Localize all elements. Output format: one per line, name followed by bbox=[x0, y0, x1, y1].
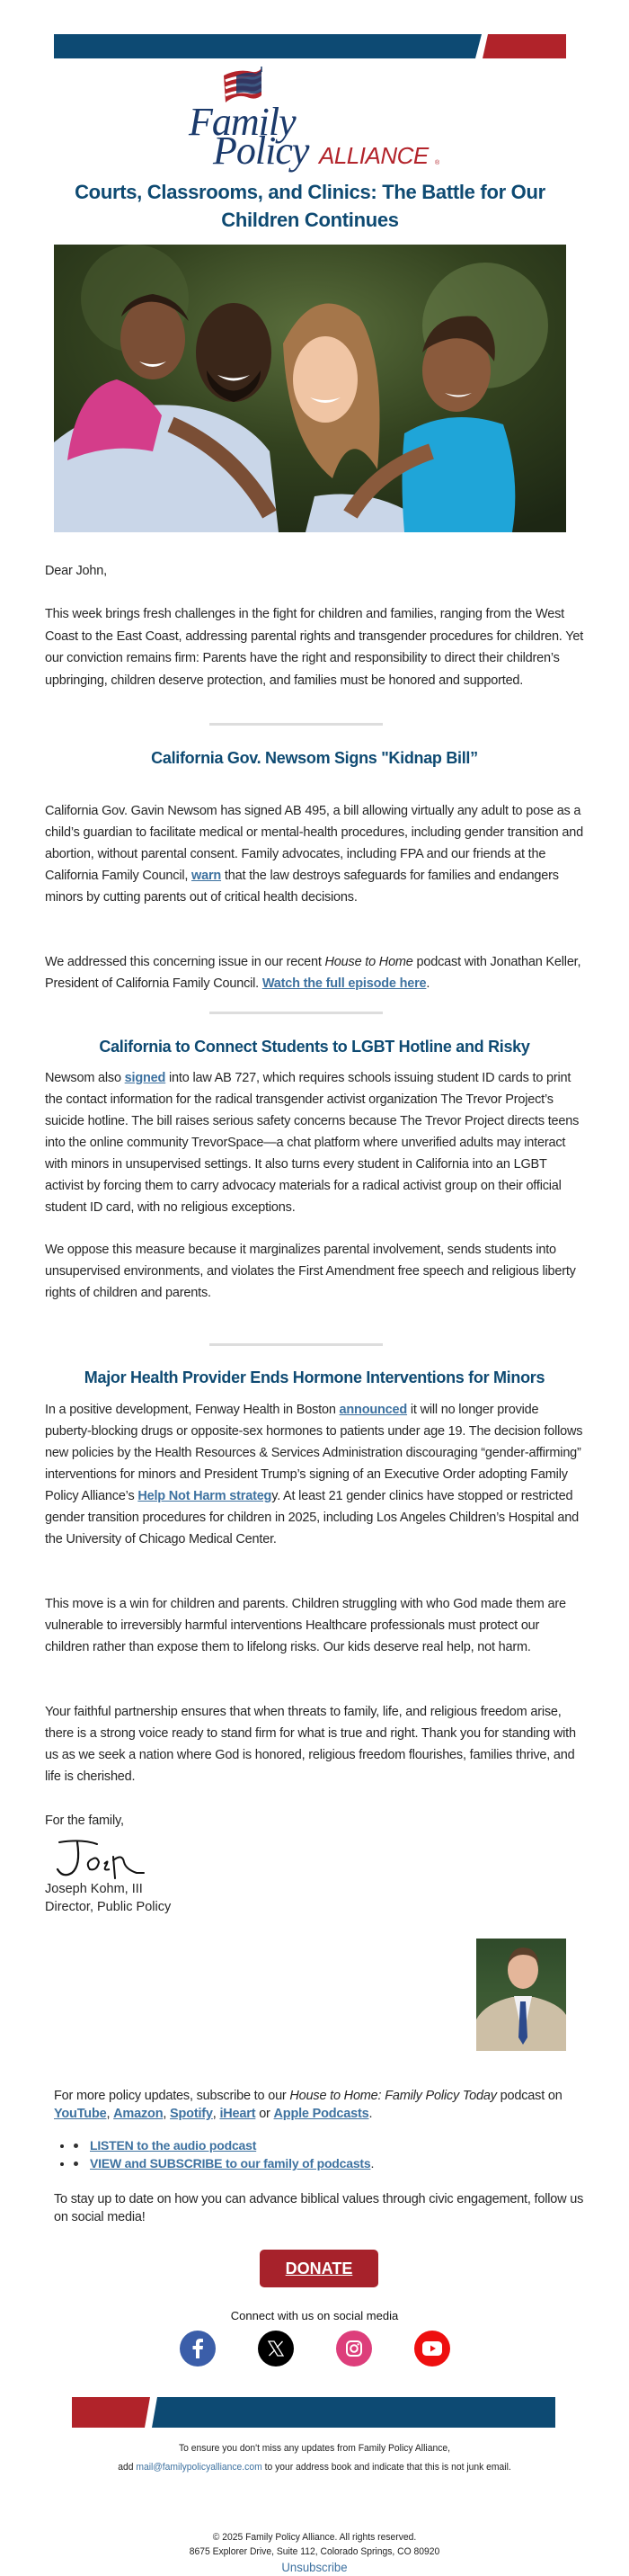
instagram-icon bbox=[345, 2340, 363, 2358]
section3-paragraph2: This move is a win for children and parents. Children struggling with who God made them are vulnerable to irreversibly harmful interventions Healthcare professionals must protect our children rather than expose them to lifelong risks. Our kids deserve real help, not harm. bbox=[45, 1597, 566, 1654]
spotify-link[interactable]: Spotify bbox=[170, 2107, 213, 2121]
facebook-button[interactable] bbox=[180, 2331, 216, 2367]
section2-paragraph1: Newsom also signed into law AB 727, which requires schools issuing student ID cards to print the contact information for the radical transgender activist organization The Trevor Project’s suicide hotline. The bill raises serious safety concerns because The Trevor Project directs teens into the online community TrevorSpace—a chat platform where unverified adults may interact with minors in unsupervised settings. It also turns every student in California into an LGBT activist by forcing them to carry advocacy materials for a radical activist group on their official student ID card, with no religious exceptions. bbox=[45, 1071, 580, 1215]
section-divider bbox=[209, 1012, 383, 1014]
section1-paragraph1: California Gov. Gavin Newsom has signed AB 495, a bill allowing virtually any adult to pose as a child’s guardian to facilitate medical or mental-health procedures, including gender transition and abortion, without parental consent. Family advocates, including FPA and our friends at the California Family Council, warn that the law destroys safeguards for families and endangers minors by cutting parents out of critical health decisions. bbox=[45, 804, 583, 905]
bullet-icon bbox=[74, 2162, 78, 2166]
warn-link[interactable]: warn bbox=[191, 869, 222, 883]
closing: For the family, bbox=[45, 1814, 124, 1828]
logo-family-text: Family bbox=[189, 100, 296, 144]
podcast-link-list bbox=[74, 2136, 613, 2172]
help-not-harm-link[interactable]: Help Not Harm strateg bbox=[137, 1489, 272, 1503]
list-item: • VIEW and SUBSCRIBE to our family of podcasts. bbox=[74, 2154, 613, 2172]
logo-policy-text: Policy bbox=[213, 129, 309, 173]
hero-image bbox=[54, 245, 566, 532]
watch-episode-link[interactable]: Watch the full episode here bbox=[261, 976, 427, 991]
youtube-icon bbox=[422, 2341, 442, 2356]
greeting: Dear John, bbox=[45, 564, 107, 578]
section3-paragraph3: Your faithful partnership ensures that when threats to family, life, and religious freedom arise, there is a strong voice ready to stand firm for what is true and right. Thank you for standing with us as we seek a nation where God is honored, religious freedom flourishes, families thrive, and life is cherished. bbox=[45, 1705, 576, 1784]
intro-paragraph: This week brings fresh challenges in the fight for children and families, ranging from the West Coast to the East Coast, addressing parental rights and transgender procedures for children. Yet our conviction remains firm: Parents have the right and responsibility to direct their children’s upbringing, children deserve protection, and families must be honored and supported. bbox=[45, 607, 584, 688]
section-heading-health-provider: Major Health Provider Ends Hormone Interventions for Minors bbox=[84, 1368, 545, 1386]
podcast-paragraph: For more policy updates, subscribe to our House to Home: Family Policy Today podcast on YouTube, Amazon, Spotify, iHeart or Apple Podcasts. bbox=[54, 2089, 563, 2121]
iheart-link[interactable]: iHeart bbox=[219, 2107, 256, 2121]
page-title: Courts, Classrooms, and Clinics: The Battle for Our Children Continues bbox=[75, 181, 545, 231]
address: 8675 Explorer Drive, Suite 112, Colorado Springs, CO 80920 bbox=[189, 2546, 440, 2557]
logo[interactable] bbox=[184, 67, 445, 173]
unsubscribe-link[interactable]: Unsubscribe bbox=[281, 2560, 348, 2574]
facebook-icon bbox=[190, 2339, 206, 2358]
listen-podcast-link[interactable]: LISTEN to the audio podcast bbox=[90, 2138, 257, 2153]
unsubscribe-container bbox=[19, 2559, 610, 2576]
apple-podcasts-link[interactable]: Apple Podcasts bbox=[273, 2107, 369, 2121]
announced-link[interactable]: announced bbox=[339, 1403, 408, 1417]
youtube-link[interactable]: YouTube bbox=[54, 2107, 107, 2121]
section-divider bbox=[209, 1343, 383, 1346]
section1-paragraph2: We addressed this concerning issue in our recent House to Home podcast with Jonathan Keller, President of California Family Council. Watch the full episode here. bbox=[45, 955, 581, 991]
social-cta-paragraph: To stay up to date on how you can advance biblical values through civic engagement, follow us on social media! bbox=[54, 2192, 584, 2224]
logo-alliance-text: ALLIANCE bbox=[319, 142, 429, 169]
signature-image bbox=[50, 1839, 158, 1882]
section-divider bbox=[209, 723, 383, 726]
footer-notice-line2: add mail@familypolicyalliance.com to your address book and indicate that this is not junk email. bbox=[118, 2462, 511, 2473]
registered-mark: ® bbox=[435, 160, 440, 166]
section3-paragraph1: In a positive development, Fenway Health in Boston announced it will no longer provide puberty-blocking drugs or opposite-sex hormones to patients under age 19. The decision follows new policies by the Health Resources & Services Administration discouraging “gender-affirming” interventions for minors and President Trump’s signing of an Executive Order adopting Family Policy Alliance’s Help Not Harm strategy. At least 21 gender clinics have stopped or restricted gender transition procedures for children in 2025, including Los Angeles Children’s Hospital and the University of Chicago Medical Center. bbox=[45, 1403, 583, 1546]
x-button[interactable] bbox=[258, 2331, 294, 2367]
view-subscribe-link[interactable]: VIEW and SUBSCRIBE to our family of podcasts bbox=[90, 2156, 371, 2170]
signed-link[interactable]: signed bbox=[124, 1071, 166, 1085]
bullet-icon bbox=[74, 2144, 78, 2148]
copyright: © 2025 Family Policy Alliance. All rights reserved. bbox=[212, 2532, 417, 2543]
section2-paragraph2: We oppose this measure because it marginalizes parental involvement, sends students into unsupervised environments, and violates the First Amendment free speech and religious liberty rights of children and parents. bbox=[45, 1243, 576, 1300]
email-link[interactable]: mail@familypolicyalliance.com bbox=[136, 2462, 262, 2473]
social-label: Connect with us on social media bbox=[230, 2309, 399, 2322]
headshot-image bbox=[476, 1939, 566, 2051]
list-item bbox=[74, 2136, 613, 2154]
youtube-button[interactable] bbox=[414, 2331, 450, 2367]
instagram-button[interactable] bbox=[336, 2331, 372, 2367]
donate-button[interactable]: DONATE bbox=[260, 2250, 378, 2287]
amazon-link[interactable]: Amazon bbox=[113, 2107, 164, 2121]
footer-banner bbox=[72, 2397, 555, 2428]
header-banner bbox=[54, 34, 566, 58]
signer-title: Director, Public Policy bbox=[45, 1900, 172, 1914]
footer-notice-line1: To ensure you don't miss any updates from Family Policy Alliance, bbox=[179, 2443, 450, 2454]
family-photo-placeholder bbox=[54, 245, 566, 532]
section-heading-kidnap-bill: California Gov. Newsom Signs "Kidnap Bill” bbox=[151, 749, 478, 767]
x-icon bbox=[268, 2340, 284, 2357]
signer-name: Joseph Kohm, III bbox=[45, 1882, 143, 1896]
section-heading-lgbt-hotline: California to Connect Students to LGBT Hotline and Risky bbox=[99, 1038, 530, 1056]
